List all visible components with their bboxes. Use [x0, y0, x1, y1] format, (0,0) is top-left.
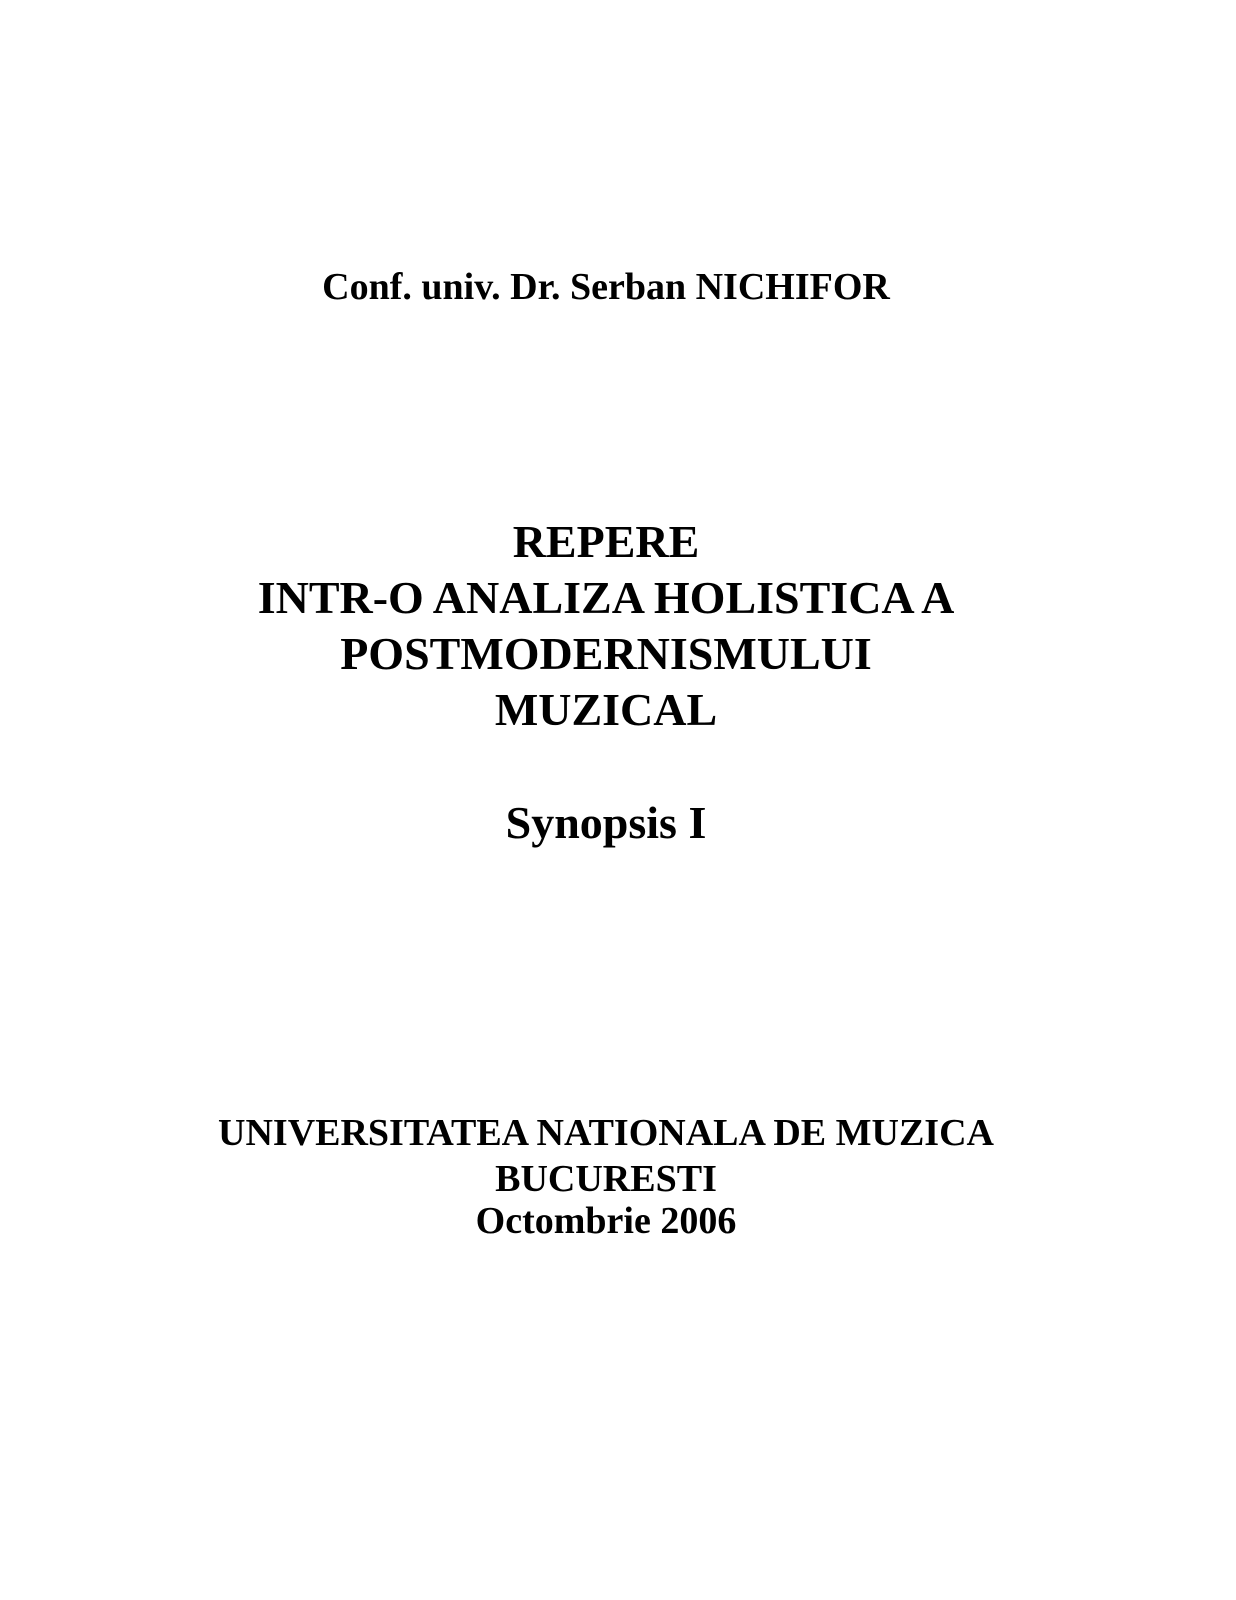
title-line-4: MUZICAL: [494, 684, 718, 735]
author-line: Conf. univ. Dr. Serban NICHIFOR: [322, 266, 890, 308]
institution-city: BUCURESTI: [495, 1158, 717, 1200]
title-line-1: REPERE: [512, 516, 700, 567]
subtitle: Synopsis I: [505, 797, 707, 848]
publication-date: Octombrie 2006: [475, 1200, 737, 1242]
institution-name: UNIVERSITATEA NATIONALA DE MUZICA: [218, 1112, 994, 1154]
title-line-2: INTR-O ANALIZA HOLISTICA A: [257, 572, 955, 623]
title-line-3: POSTMODERNISMULUI: [340, 628, 872, 679]
